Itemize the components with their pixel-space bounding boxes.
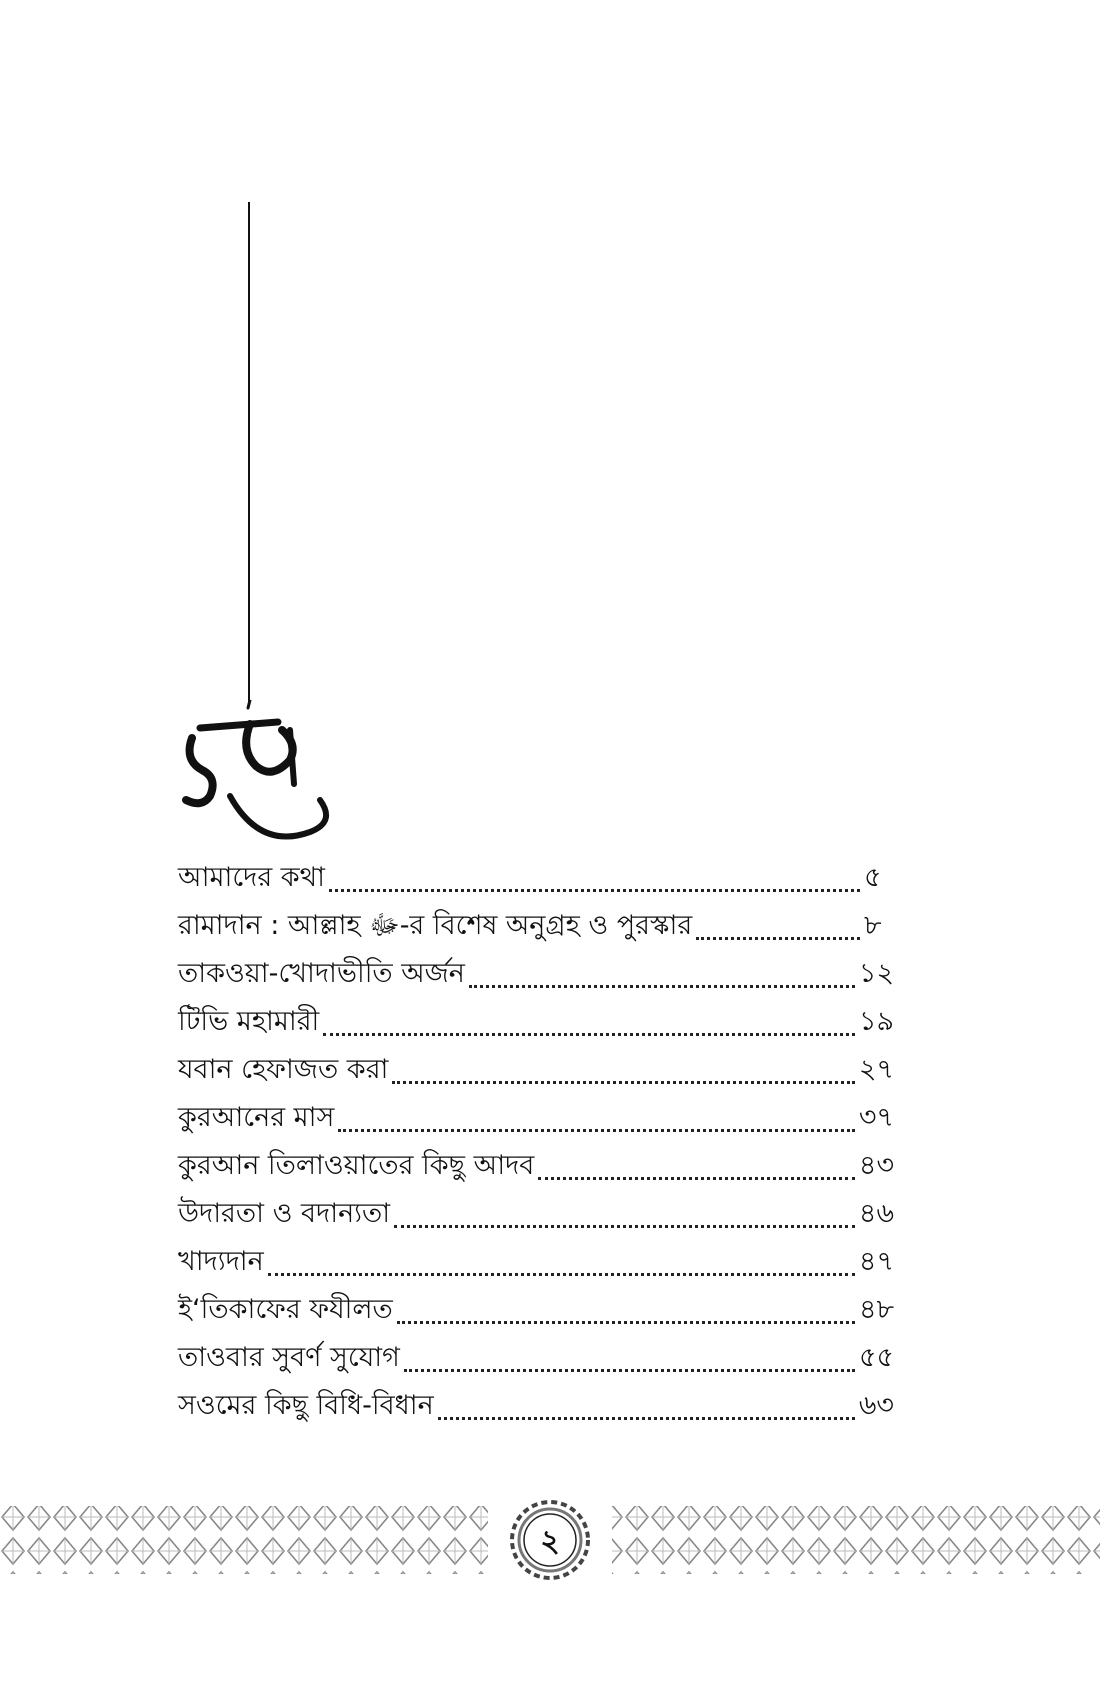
- toc-entry-page: ৫৫: [858, 1342, 894, 1373]
- toc-entry: [178, 1186, 894, 1234]
- dot-leader: [397, 1320, 855, 1324]
- toc-entry-title: উদারতা ও বদান্যতা: [178, 1198, 391, 1229]
- toc-entry-title: টিভি মহামারী: [178, 1006, 320, 1037]
- toc-entry-page: ৪৬: [858, 1198, 894, 1229]
- toc-entry-page: ৬৩: [858, 1390, 894, 1421]
- toc-entry-title: খাদ্যদান: [178, 1246, 264, 1277]
- dot-leader: [338, 1128, 855, 1132]
- toc-entry: [178, 850, 894, 898]
- toc-entry-page: ৫: [864, 862, 882, 893]
- toc-entry: [178, 1090, 894, 1138]
- toc-entry: [178, 898, 894, 946]
- toc-entry-title: যবান হেফাজত করা: [178, 1054, 389, 1085]
- decorative-hanging-line: [248, 202, 250, 707]
- table-of-contents: [178, 850, 894, 1426]
- dot-leader: [404, 1368, 855, 1372]
- toc-entry-page: ২৭: [858, 1054, 894, 1085]
- toc-entry: [178, 994, 894, 1042]
- toc-entry-title: কুরআনের মাস: [178, 1102, 335, 1133]
- toc-entry: [178, 1378, 894, 1426]
- dot-leader: [323, 1032, 855, 1036]
- toc-entry: [178, 1234, 894, 1282]
- toc-entry-title: রামাদান : আল্লাহ ﷻ-র বিশেষ অনুগ্রহ ও পুরস্কার: [178, 910, 693, 941]
- toc-entry: [178, 1042, 894, 1090]
- toc-entry-title: সওমের কিছু বিধি-বিধান: [178, 1390, 434, 1421]
- toc-entry-page: ৮: [864, 910, 882, 941]
- toc-entry: [178, 1330, 894, 1378]
- toc-entry-title: কুরআন তিলাওয়াতের কিছু আদব: [178, 1150, 535, 1181]
- dot-leader: [538, 1176, 855, 1180]
- dot-leader: [329, 888, 860, 892]
- dot-leader: [696, 936, 860, 940]
- page-number: ২: [540, 1523, 560, 1559]
- toc-entry: [178, 1282, 894, 1330]
- heading-calligraphy: [170, 700, 360, 840]
- dot-leader: [394, 1224, 855, 1228]
- dot-leader: [392, 1080, 854, 1084]
- toc-entry-page: ১৯: [858, 1006, 894, 1037]
- toc-entry-title: আমাদের কথা: [178, 862, 325, 893]
- toc-entry-title: তাকওয়া-খোদাভীতি অর্জন: [178, 958, 465, 989]
- dot-leader: [268, 1272, 855, 1276]
- dot-leader: [469, 984, 855, 988]
- toc-entry-page: ১২: [858, 958, 894, 989]
- toc-entry-page: ৩৭: [858, 1102, 894, 1133]
- toc-entry: [178, 946, 894, 994]
- toc-entry-page: ৪৮: [858, 1294, 894, 1325]
- toc-entry-title: তাওবার সুবর্ণ সুযোগ: [178, 1342, 400, 1373]
- toc-entry-page: ৪৩: [858, 1150, 894, 1181]
- toc-entry: [178, 1138, 894, 1186]
- toc-entry-title: ই‘তিকাফের ফযীলত: [178, 1294, 393, 1325]
- dot-leader: [438, 1416, 855, 1420]
- toc-entry-page: ৪৭: [858, 1246, 894, 1277]
